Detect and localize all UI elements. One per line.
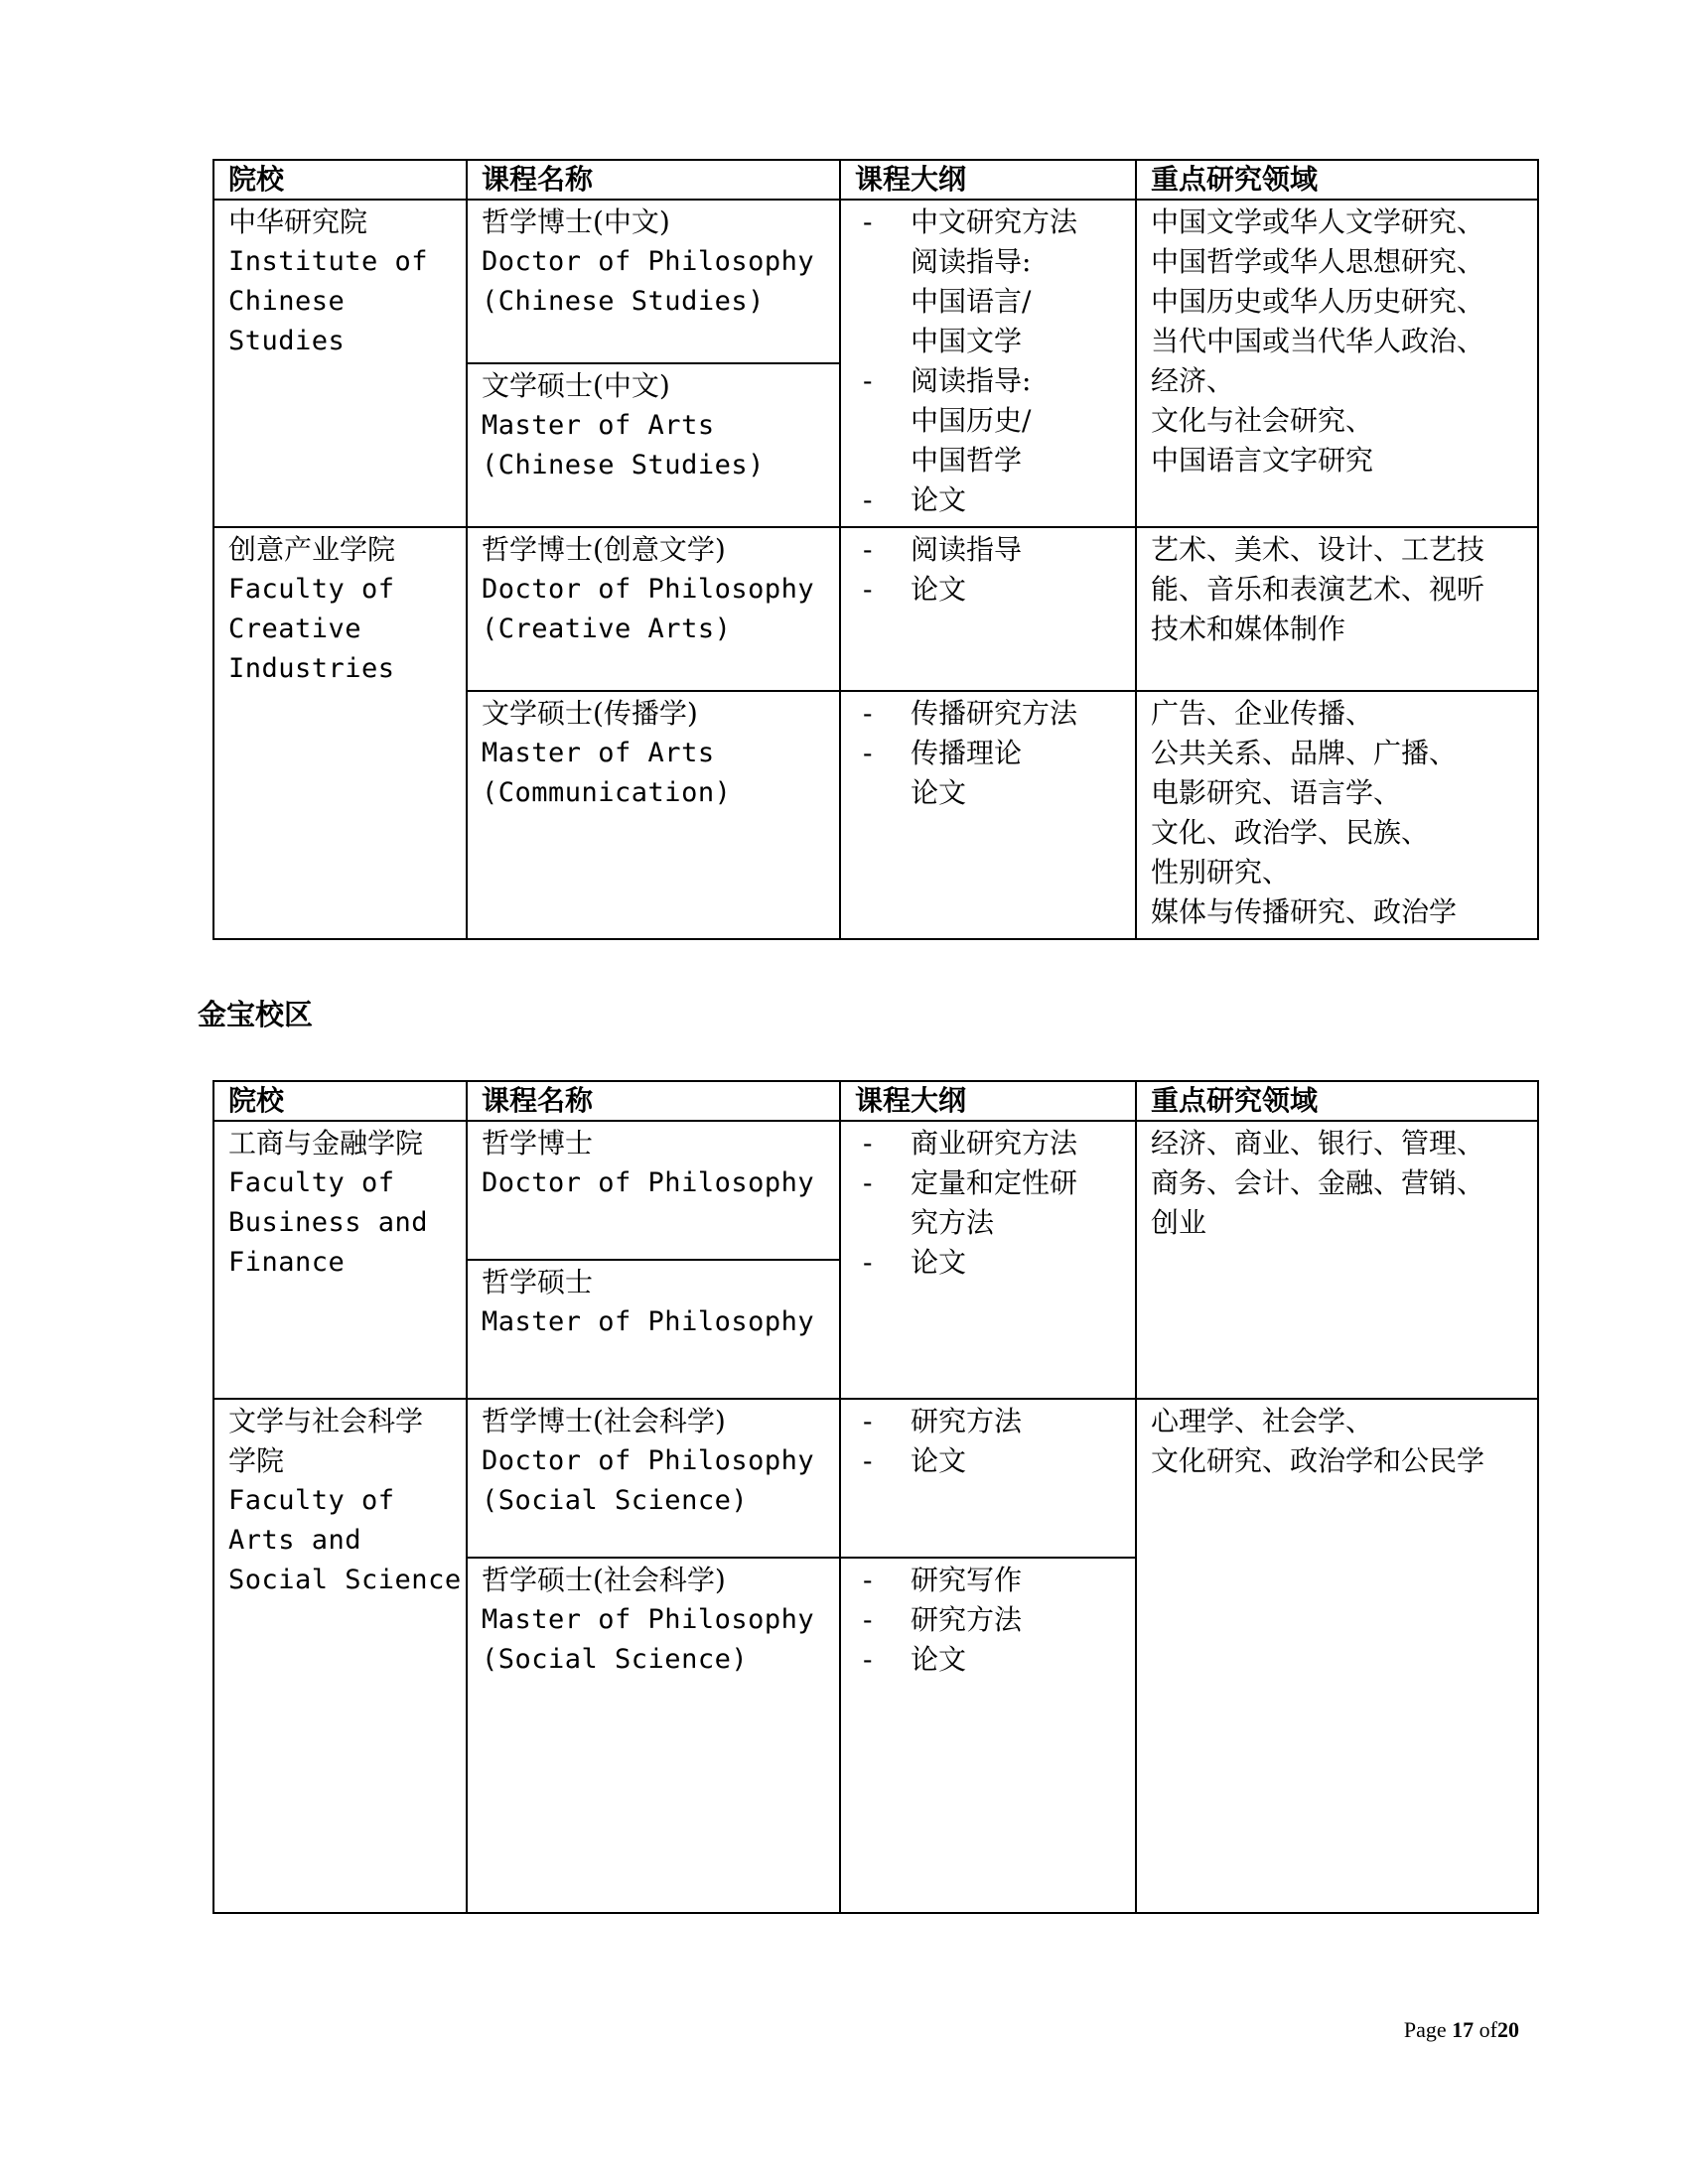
program-name-zh: 哲学博士 xyxy=(482,1127,594,1160)
program-name-en: Doctor of Philosophy xyxy=(482,246,815,277)
research-cell: 中国文学或华人文学研究、 中国哲学或华人思想研究、 中国历史或华人历史研究、 当代中国或当代华人政治、 经济、 文化与社会研究、 中国语言文字研究 xyxy=(1136,200,1538,527)
header-syllabus: 课程大纲 xyxy=(840,1081,1136,1121)
table-row xyxy=(213,1121,1538,1260)
list-item: - 论文 xyxy=(863,1246,967,1279)
school-name-zh: 中华研究院 xyxy=(228,205,368,238)
school-name-en: Finance xyxy=(228,1247,346,1278)
syllabus-list xyxy=(855,1561,1121,1680)
syllabus-list xyxy=(855,203,1121,520)
syllabus-cell xyxy=(840,1399,1136,1558)
syllabus-list xyxy=(855,694,1121,813)
school-cell xyxy=(213,200,467,527)
header-program: 课程名称 xyxy=(467,1081,840,1121)
program-name-zh: 哲学博士(创意文学) xyxy=(482,533,726,566)
research-cell: 艺术、美术、设计、工艺技 能、音乐和表演艺术、视听 技术和媒体制作 xyxy=(1136,527,1538,691)
program-cell xyxy=(467,527,840,691)
page-total: 20 xyxy=(1497,2017,1519,2042)
list-item: - 传播理论 xyxy=(863,737,1023,769)
school-name-en: Business and xyxy=(228,1207,429,1238)
program-cell xyxy=(467,1121,840,1260)
header-program: 课程名称 xyxy=(467,160,840,200)
program-name-en: (Social Science) xyxy=(482,1485,749,1516)
school-name-en: Creative xyxy=(228,614,362,644)
program-name-en: Doctor of Philosophy xyxy=(482,1167,815,1198)
school-name-en: Faculty of xyxy=(228,1167,395,1198)
program-name-en: (Communication) xyxy=(482,777,732,808)
school-name-en: Institute of xyxy=(228,246,429,277)
header-school: 院校 xyxy=(213,1081,467,1121)
school-name-en: Social Science xyxy=(228,1565,462,1595)
program-name-zh: 文学硕士(传播学) xyxy=(482,697,698,730)
research-cell: 经济、商业、银行、管理、 商务、会计、金融、营销、 创业 xyxy=(1136,1121,1538,1399)
syllabus-list xyxy=(855,1402,1121,1481)
list-item: - 阅读指导 xyxy=(863,533,1023,566)
school-name-en: Faculty of xyxy=(228,574,395,605)
list-item: - 论文 xyxy=(863,573,967,606)
list-item: - 阅读指导: 中国历史/ 中国哲学 xyxy=(863,364,1032,477)
syllabus-list xyxy=(855,1124,1121,1283)
list-item: - 研究方法 xyxy=(863,1603,1023,1636)
school-name-en: Faculty of xyxy=(228,1485,395,1516)
school-name-zh: 工商与金融学院 xyxy=(228,1127,424,1160)
program-name-en: Doctor of Philosophy xyxy=(482,1445,815,1476)
program-name-zh: 哲学硕士 xyxy=(482,1266,594,1298)
program-name-zh: 哲学博士(社会科学) xyxy=(482,1405,726,1437)
section-title: 金宝校区 xyxy=(198,998,314,1031)
syllabus-list xyxy=(855,530,1121,610)
list-item: - 论文 xyxy=(863,1444,967,1477)
table-row xyxy=(213,200,1538,363)
research-cell: 心理学、社会学、 文化研究、政治学和公民学 xyxy=(1136,1399,1538,1913)
header-research: 重点研究领域 xyxy=(1136,1081,1538,1121)
syllabus-cell xyxy=(840,691,1136,939)
list-item: - 中文研究方法 阅读指导: 中国语言/ 中国文学 xyxy=(863,205,1078,357)
table-row xyxy=(213,1399,1538,1558)
page-footer xyxy=(1404,2017,1519,2043)
list-item: 论文 xyxy=(911,776,967,809)
school-cell xyxy=(213,527,467,939)
program-name-en: (Creative Arts) xyxy=(482,614,732,644)
school-name-en: Industries xyxy=(228,653,395,684)
school-name-en: Studies xyxy=(228,326,346,356)
syllabus-cell xyxy=(840,527,1136,691)
list-item: - 研究方法 xyxy=(863,1405,1023,1437)
header-school: 院校 xyxy=(213,160,467,200)
program-name-en: (Chinese Studies) xyxy=(482,450,765,480)
list-item: - 论文 xyxy=(863,1643,967,1676)
table-header-row xyxy=(213,160,1538,200)
program-cell xyxy=(467,1399,840,1558)
page-number: 17 xyxy=(1452,2017,1475,2042)
school-name-zh: 文学与社会科学 xyxy=(228,1405,424,1437)
program-name-en: (Chinese Studies) xyxy=(482,286,765,317)
campus-programs-table-1 xyxy=(212,159,1539,940)
program-name-zh: 文学硕士(中文) xyxy=(482,369,670,402)
list-item: - 商业研究方法 xyxy=(863,1127,1078,1160)
school-name-en: Arts and xyxy=(228,1525,362,1556)
school-name-en: Chinese xyxy=(228,286,346,317)
research-cell: 广告、企业传播、 公共关系、品牌、广播、 电影研究、语言学、 文化、政治学、民族、 性别研究、 媒体与传播研究、政治学 xyxy=(1136,691,1538,939)
list-item: - 研究写作 xyxy=(863,1564,1023,1596)
table-row xyxy=(213,527,1538,691)
campus-programs-table-2 xyxy=(212,1080,1539,1914)
school-name-zh: 创意产业学院 xyxy=(228,533,396,566)
page-label: Page xyxy=(1403,2017,1447,2042)
list-item: - 论文 xyxy=(863,483,967,516)
program-cell xyxy=(467,691,840,939)
program-cell xyxy=(467,1260,840,1399)
program-cell xyxy=(467,363,840,527)
table-header-row xyxy=(213,1081,1538,1121)
program-name-en: Master of Arts xyxy=(482,410,715,441)
program-name-en: (Social Science) xyxy=(482,1644,749,1675)
program-name-en: Master of Philosophy xyxy=(482,1306,815,1337)
school-name-zh: 学院 xyxy=(228,1444,285,1477)
header-research: 重点研究领域 xyxy=(1136,160,1538,200)
school-cell xyxy=(213,1399,467,1913)
page-of-label: of xyxy=(1478,2017,1497,2042)
program-name-en: Master of Arts xyxy=(482,738,715,768)
list-item: - 传播研究方法 xyxy=(863,697,1078,730)
list-item: - 定量和定性研 究方法 xyxy=(863,1166,1078,1239)
program-name-en: Master of Philosophy xyxy=(482,1604,815,1635)
program-cell xyxy=(467,200,840,363)
header-syllabus: 课程大纲 xyxy=(840,160,1136,200)
program-name-en: Doctor of Philosophy xyxy=(482,574,815,605)
program-name-zh: 哲学硕士(社会科学) xyxy=(482,1564,726,1596)
school-cell xyxy=(213,1121,467,1399)
program-name-zh: 哲学博士(中文) xyxy=(482,205,670,238)
syllabus-cell xyxy=(840,200,1136,527)
syllabus-cell xyxy=(840,1558,1136,1913)
syllabus-cell xyxy=(840,1121,1136,1399)
program-cell xyxy=(467,1558,840,1913)
